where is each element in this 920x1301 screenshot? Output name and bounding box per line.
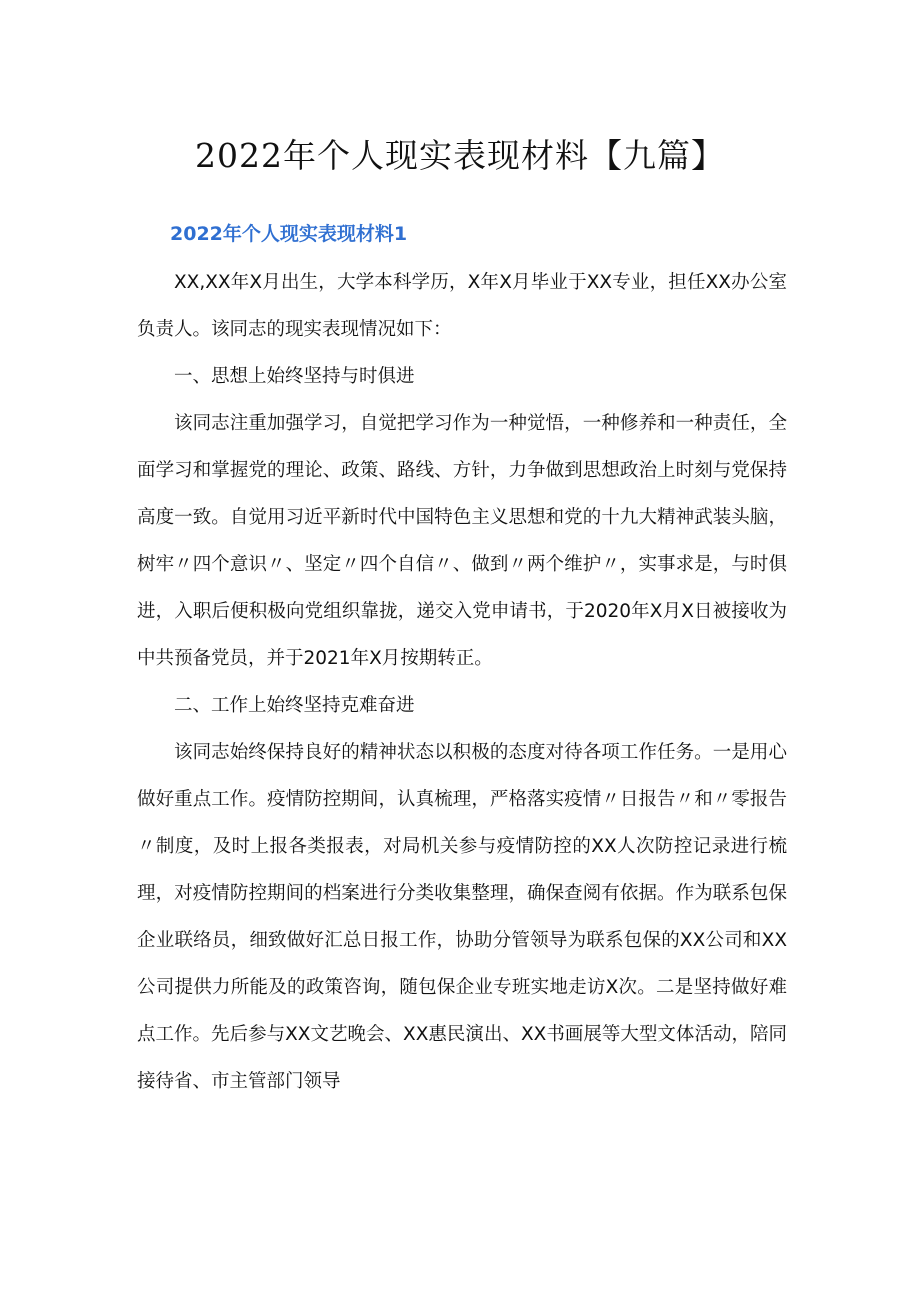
work-paragraph: 该同志始终保持良好的精神状态以积极的态度对待各项工作任务。一是用心做好重点工作。疫情防控期间，认真梳理，严格落实疫情〃日报告〃和〃零报告〃制度，及时上报各类报表，对局机关参与疫情防控的XX人次防控记录进行梳理，对疫情防控期间的档案进行分类收集整理，确保查阅有依据。作为联系包保企业联络员，细致做好汇总日报工作，协助分管领导为联系包保的XX公司和XX公司提供力所能及的政策咨询，随包保企业专班实地走访X次。二是坚持做好难点工作。先后参与XX文艺晚会、XX惠民演出、XX书画展等大型文体活动，陪同接待省、市主管部门领导 — [137, 742, 787, 1092]
intro-paragraph: XX,XX年X月出生，大学本科学历，X年X月毕业于XX专业，担任XX办公室负责人。该同志的现实表现情况如下： — [137, 272, 787, 340]
subheading-work: 二、工作上始终坚持克难奋进 — [174, 695, 415, 716]
section-heading: 2022年个人现实表现材料1 — [170, 223, 408, 245]
document-body — [137, 259, 787, 1105]
subheading-ideology: 一、思想上始终坚持与时俱进 — [174, 366, 415, 387]
document-title: 2022年个人现实表现材料【九篇】 — [195, 136, 725, 175]
ideology-paragraph: 该同志注重加强学习，自觉把学习作为一种觉悟，一种修养和一种责任，全面学习和掌握党的理论、政策、路线、方针，力争做到思想政治上时刻与党保持高度一致。自觉用习近平新时代中国特色主义思想和党的十九大精神武装头脑，树牢〃四个意识〃、坚定〃四个自信〃、做到〃两个维护〃，实事求是，与时俱进，入职后便积极向党组织靠拢，递交入党申请书，于2020年X月X日被接收为中共预备党员，并于2021年X月按期转正。 — [137, 413, 787, 669]
